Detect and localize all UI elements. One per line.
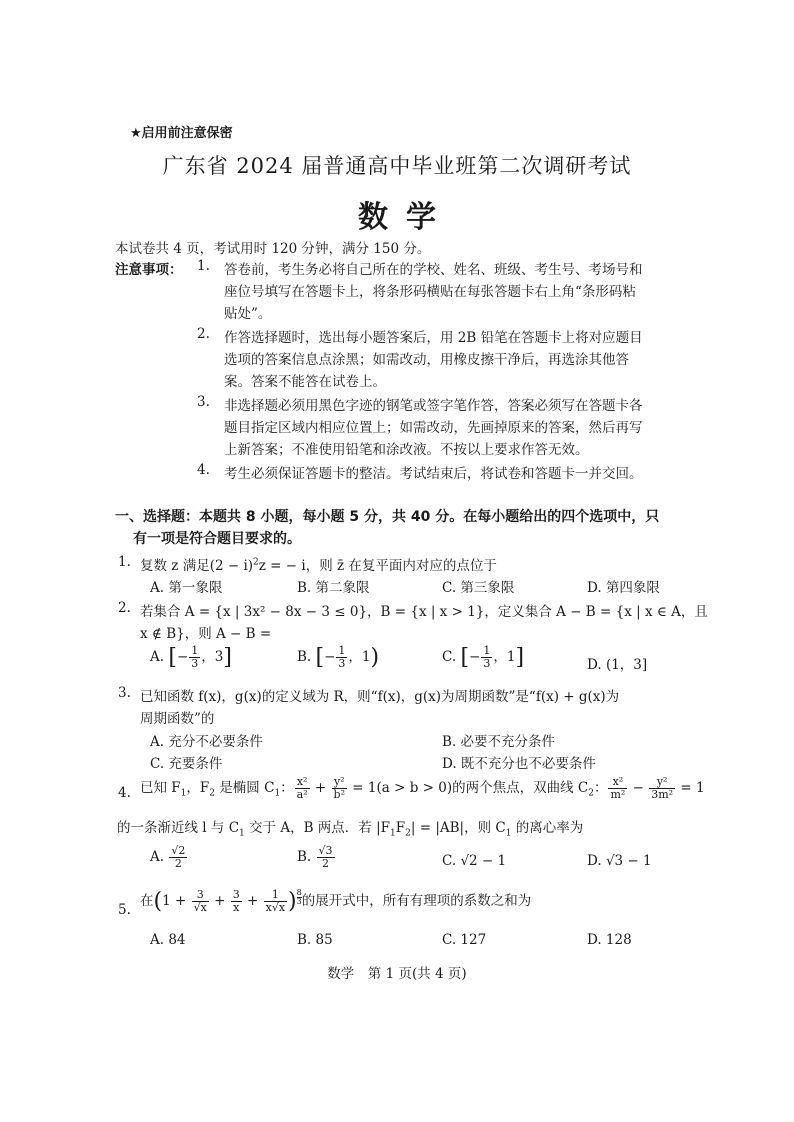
- option-b: B. 必要不充分条件: [442, 734, 556, 750]
- option-b: B. 85: [297, 932, 333, 948]
- option-a: A. 第一象限: [150, 580, 223, 596]
- page-footer: 数学 第 1 页(共 4 页): [327, 966, 467, 982]
- notice-line: 题目指定区域内相应位置上；如需改动，先画掉原来的答案，然后再写: [224, 420, 643, 436]
- option-d: D. 第四象限: [587, 580, 660, 596]
- question-number: 5.: [118, 902, 131, 918]
- notice-label: 注意事项：: [115, 262, 183, 278]
- notice-number: 2.: [197, 326, 210, 342]
- question-number: 3.: [118, 685, 131, 701]
- notice-number: 3.: [197, 394, 210, 410]
- question-4-text-cont: 的一条渐近线 l 与 $C_1$ 交于 A，B 两点．若 $|F_1F_2| = |AB|$，则 $C_1$ 的离心率为: [117, 820, 584, 839]
- question-4-text: 已知 $F_1$，$F_2$ 是椭圆 $C_1$： $\frac{\text{x²}}{\text{a²}}$ + $\frac{\text{y²}}{\text{b²}}$ = 1(a > b > 0)的两个焦点，双曲线 $C_2$： $\frac{\text{x²}}{\text{m²}}$ − $\frac{\text{y²}}{\text{3m²}}$ = 1: [140, 775, 705, 801]
- option-d: D. 既不充分也不必要条件: [442, 756, 596, 772]
- option-c: C. 127: [442, 932, 487, 948]
- notice-line: 贴处”。: [224, 306, 272, 322]
- option-c: C. √2 − 1: [442, 853, 507, 869]
- question-3-text: 已知函数 f(x)，g(x)的定义域为 R，则“f(x)，g(x)为周期函数”是“f(x) + g(x)为: [140, 689, 620, 705]
- option-d: D. 128: [587, 932, 632, 948]
- option-b: B. 第二象限: [297, 580, 370, 596]
- exam-title: 广东省 2024 届普通高中毕业班第二次调研考试: [162, 154, 632, 178]
- option-d: D. (1，3]: [587, 657, 648, 673]
- notice-line: 考生必须保证答题卡的整洁。考试结束后，将试卷和答题卡一并交回。: [224, 466, 643, 482]
- question-2-text-cont: x ∉ B}，则 A − B =: [140, 626, 272, 642]
- option-d: D. √3 − 1: [587, 853, 652, 869]
- notice-line: 作答选择题时，选出每小题答案后，用 2B 铅笔在答题卡上将对应题目: [224, 330, 643, 346]
- notice-line: 案。答案不能答在试卷上。: [224, 374, 386, 390]
- notice-line: 座位号填写在答题卡上，将条形码横贴在每张答题卡右上角“条形码粘: [224, 284, 636, 300]
- notice-line: 选项的答案信息点涂黑；如需改动，用橡皮擦干净后，再选涂其他答: [224, 352, 629, 368]
- question-number: 4.: [118, 785, 131, 801]
- section-heading-cont: 有一项是符合题目要求的。: [133, 531, 301, 547]
- option-c: C. [− $\frac{1}{3}$ ，1]: [442, 644, 525, 670]
- option-a: A. $\frac{√2}{2}$: [150, 844, 186, 870]
- option-c: C. 充要条件: [150, 756, 223, 772]
- option-a: A. [− $\frac{1}{3}$ ，3]: [150, 644, 232, 670]
- option-a: A. 充分不必要条件: [150, 734, 263, 750]
- notice-line: 上新答案；不准使用铅笔和涂改液。不按以上要求作答无效。: [224, 442, 589, 458]
- question-5-text: 在(1 + $\frac{3}{√x}$ + $\frac{3}{x}$ + $\frac{1}{x√x}$ ) $^{\frac{8}{3}}$ 的展开式中，所有有理项的系数之和为: [140, 888, 532, 914]
- exam-info: 本试卷共 4 页，考试用时 120 分钟，满分 150 分。: [115, 241, 431, 257]
- notice-line: 答卷前，考生务必将自己所在的学校、姓名、班级、考生号、考场号和: [224, 262, 643, 278]
- question-2-text: 若集合 A = {x | 3x² − 8x − 3 ≤ 0}，B = {x | x > 1}，定义集合 A − B = {x | x ∈ A，且: [140, 604, 708, 620]
- notice-line: 非选择题必须用黑色字迹的钢笔或签字笔作答，答案必须写在答题卡各: [224, 398, 643, 414]
- confidential-mark: ★启用前注意保密: [130, 126, 233, 141]
- question-3-text-cont: 周期函数”的: [140, 711, 215, 727]
- option-c: C. 第三象限: [442, 580, 515, 596]
- option-b: B. $\frac{√3}{2}$: [297, 844, 333, 870]
- question-number: 1.: [118, 554, 131, 570]
- subject-title: 数学: [358, 200, 454, 235]
- question-1-text: 复数 z 满足$(2 - i)^2z$ = − i，则 z̄ 在复平面内对应的点位于: [140, 557, 497, 574]
- notice-number: 1.: [197, 258, 210, 274]
- option-a: A. 84: [150, 932, 186, 948]
- option-b: B. [− $\frac{1}{3}$ ，1): [297, 644, 380, 670]
- section-heading: 一、选择题：本题共 8 小题，每小题 5 分，共 40 分。在每小题给出的四个选项中，只: [115, 509, 660, 525]
- question-number: 2.: [118, 600, 131, 616]
- notice-number: 4.: [197, 462, 210, 478]
